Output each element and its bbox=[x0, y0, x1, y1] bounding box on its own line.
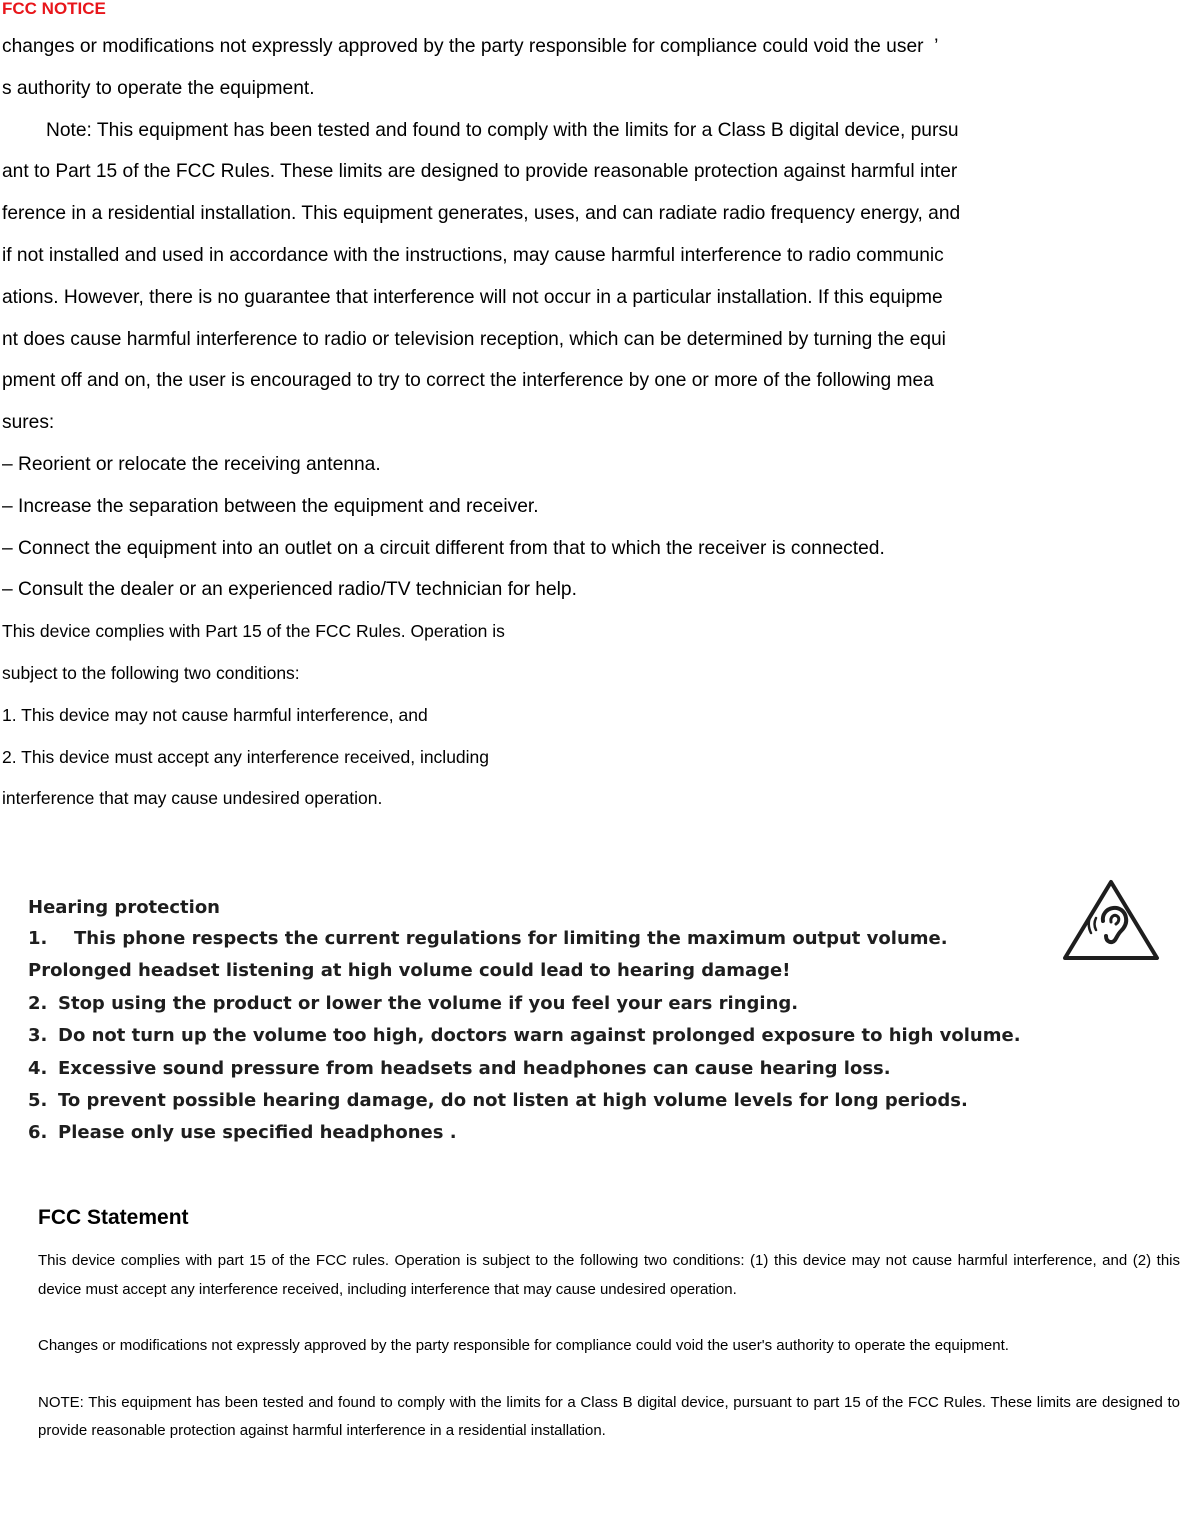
hearing-item-text: To prevent possible hearing damage, do not listen at high volume levels for long periods. bbox=[58, 1090, 968, 1112]
hearing-item-number: 5. bbox=[28, 1090, 48, 1112]
hearing-item bbox=[28, 988, 1168, 1020]
fcc-statement-title: FCC Statement bbox=[38, 1206, 189, 1229]
hearing-protection-section bbox=[28, 893, 1168, 1150]
hearing-item bbox=[28, 1053, 1168, 1085]
notice-line: pment off and on, the user is encouraged to try to correct the interference by one or more of the following mea bbox=[2, 370, 934, 392]
hearing-item bbox=[28, 923, 1168, 955]
hearing-item-text: Stop using the product or lower the volume if you feel your ears ringing. bbox=[58, 992, 799, 1014]
notice-line: ations. However, there is no guarantee that interference will not occur in a particular installation. If this equipme bbox=[2, 286, 943, 308]
notice-line: if not installed and used in accordance with the instructions, may cause harmful interference to radio communic bbox=[2, 244, 944, 266]
notice-line: sures: bbox=[2, 412, 55, 434]
notice-line: ant to Part 15 of the FCC Rules. These limits are designed to provide reasonable protection against harmful inter bbox=[2, 161, 958, 183]
hearing-item bbox=[28, 1020, 1168, 1052]
notice-line: changes or modifications not expressly approved by the party responsible for compliance could void the user ’ bbox=[2, 36, 939, 57]
fcc-statement-section bbox=[38, 1203, 1180, 1474]
hearing-item bbox=[28, 1117, 1168, 1149]
fcc-notice-title: FCC NOTICE bbox=[2, 0, 106, 18]
fcc-statement-paragraph: This device complies with part 15 of the FCC rules. Operation is subject to the following two conditions: (1) this device may not cause harmful interference, and (2) this device must accept any interference received, including interference that may cause undesired operation. bbox=[38, 1252, 1180, 1298]
hearing-item-number: 3. bbox=[28, 1025, 48, 1047]
notice-line: subject to the following two conditions: bbox=[2, 662, 300, 683]
hearing-item-text: Do not turn up the volume too high, doctors warn against prolonged exposure to high volume. bbox=[58, 1025, 1021, 1047]
hearing-item-number: 4. bbox=[28, 1057, 48, 1079]
notice-line: This device complies with Part 15 of the FCC Rules. Operation is bbox=[2, 621, 505, 642]
hearing-warning-icon bbox=[1062, 878, 1160, 962]
hearing-item-text: Please only use specified headphones . bbox=[58, 1122, 457, 1144]
notice-condition: 1. This device may not cause harmful interference, and bbox=[2, 704, 428, 725]
fcc-statement-paragraph: NOTE: This equipment has been tested and found to comply with the limits for a Class B digital device, pursuant to part 15 of the FCC Rules. These limits are designed to provide reasonable protection against harmful interference in a residential installation. bbox=[38, 1393, 1180, 1439]
hearing-item-text: This phone respects the current regulations for limiting the maximum output volume. bbox=[74, 928, 948, 949]
fcc-notice-body bbox=[2, 26, 1180, 820]
hearing-protection-title: Hearing protection bbox=[28, 897, 220, 918]
hearing-item-number: 1. bbox=[28, 928, 48, 949]
hearing-item bbox=[28, 955, 1168, 987]
notice-line: s authority to operate the equipment. bbox=[2, 77, 315, 99]
notice-bullet: – Reorient or relocate the receiving antenna. bbox=[2, 453, 381, 475]
notice-bullet: – Consult the dealer or an experienced radio/TV technician for help. bbox=[2, 579, 577, 601]
notice-line: ference in a residential installation. This equipment generates, uses, and can radiate radio frequency energy, and bbox=[2, 203, 961, 225]
notice-bullet: – Connect the equipment into an outlet on a circuit different from that to which the receiver is connected. bbox=[2, 537, 885, 559]
notice-condition: 2. This device must accept any interference received, including bbox=[2, 746, 490, 767]
notice-bullet: – Increase the separation between the equipment and receiver. bbox=[2, 495, 539, 517]
hearing-item-number: 6. bbox=[28, 1122, 48, 1144]
hearing-item bbox=[28, 1085, 1168, 1117]
notice-line: Note: This equipment has been tested and found to comply with the limits for a Class B digital device, pursu bbox=[46, 119, 959, 141]
notice-line: nt does cause harmful interference to radio or television reception, which can be determined by turning the equi bbox=[2, 328, 946, 350]
notice-line: interference that may cause undesired operation. bbox=[2, 788, 383, 809]
hearing-item-text: Prolonged headset listening at high volume could lead to hearing damage! bbox=[28, 960, 791, 982]
hearing-item-number: 2. bbox=[28, 992, 48, 1014]
fcc-statement-paragraph: Changes or modifications not expressly approved by the party responsible for compliance could void the user's authority to operate the equipment. bbox=[38, 1337, 1009, 1354]
hearing-item-text: Excessive sound pressure from headsets and headphones can cause hearing loss. bbox=[58, 1057, 891, 1079]
